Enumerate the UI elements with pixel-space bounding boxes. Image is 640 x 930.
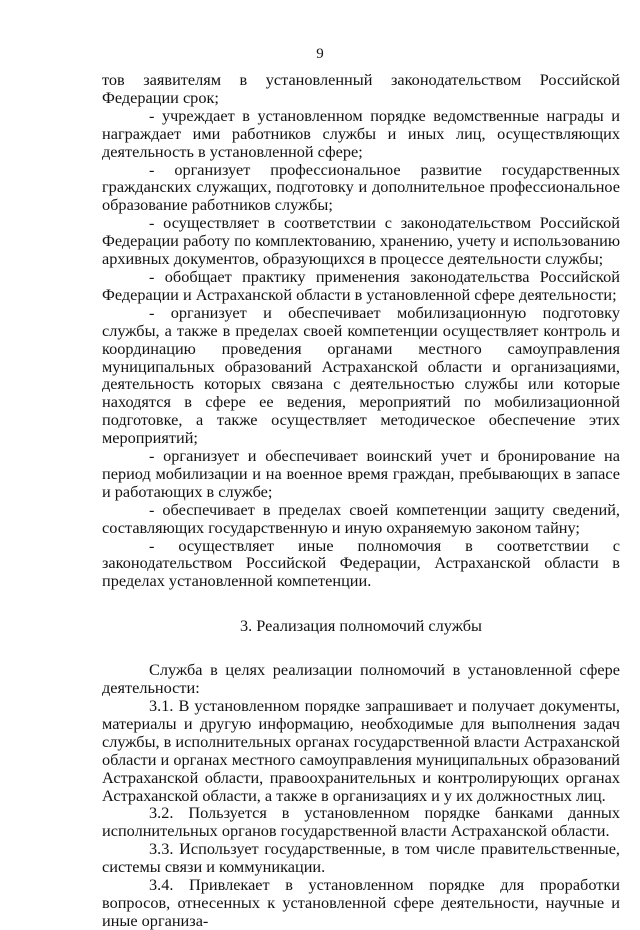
paragraph-other-powers: - осуществляет иные полномочия в соответствии с законодательством Российской Федерации, Астраханской области в пределах установленной компетенции. (102, 535, 620, 591)
paragraph-3-4: 3.4. Привлекает в установленном порядке для проработки вопросов, отнесенных к установленной сфере деятельности, научные и иные организа- (102, 875, 620, 930)
paragraph-law-practice: - обобщает практику применения законодательства Российской Федерации и Астраханской области в установленной сфере деятельности; (102, 266, 620, 304)
paragraph-mobilization: - организует и обеспечивает мобилизационную подготовку службы, а также в пределах своей компетенции осуществляет контроль и координацию проведения органами местного самоуправления муниципальных образований Астраханской области и организациями, деятельность которых связана с деятельностью службы или которые находятся в сфере ее ведения, мероприятий по мобилизационной подготовке, а также осуществляет методическое обеспечение этих мероприятий; (102, 302, 620, 448)
paragraph-3-2: 3.2. Пользуется в установленном порядке банками данных исполнительных органов государственной власти Астраханской области. (102, 803, 620, 841)
paragraph-section-intro: Служба в целях реализации полномочий в установленной сфере деятельности: (102, 660, 620, 698)
paragraph-awards: - учреждает в установленном порядке ведомственные награды и награждает ими работников службы и иных лиц, осуществляющих деятельность в установленной сфере; (102, 105, 620, 161)
paragraph-secrecy: - обеспечивает в пределах своей компетенции защиту сведений, составляющих государственную и иную охраняемую законом тайну; (102, 499, 620, 537)
paragraph-archives: - осуществляет в соответствии с законодательством Российской Федерации работу по комплектованию, хранению, учету и использованию архивных документов, образующихся в процессе деятельности службы; (102, 213, 620, 269)
section-heading: 3. Реализация полномочий службы (240, 616, 482, 636)
document-body (102, 71, 620, 930)
paragraph-military-registration: - организует и обеспечивает воинский учет и бронирование на период мобилизации и на военное время граждан, пребывающих в запасе и работающих в службе; (102, 446, 620, 501)
paragraph-continuation: тов заявителям в установленный законодательством Российской Федерации срок; (102, 70, 620, 107)
page-number: 9 (316, 46, 324, 62)
paragraph-3-1: 3.1. В установленном порядке запрашивает и получает документы, материалы и другую информацию, необходимые для выполнения задач службы, в исполнительных органах государственной власти Астраханской области и органах местного самоуправления муниципальных образований Астраханской области, правоохранительных и контролирующих органах Астраханской области, а также в организациях и у их должностных лиц. (102, 696, 620, 805)
paragraph-professional-development: - организует профессиональное развитие государственных гражданских служащих, подготовку и дополнительное профессиональное образование работников службы; (102, 159, 620, 215)
paragraph-3-3: 3.3. Использует государственные, в том числе правительственные, системы связи и коммуникации. (102, 839, 620, 877)
